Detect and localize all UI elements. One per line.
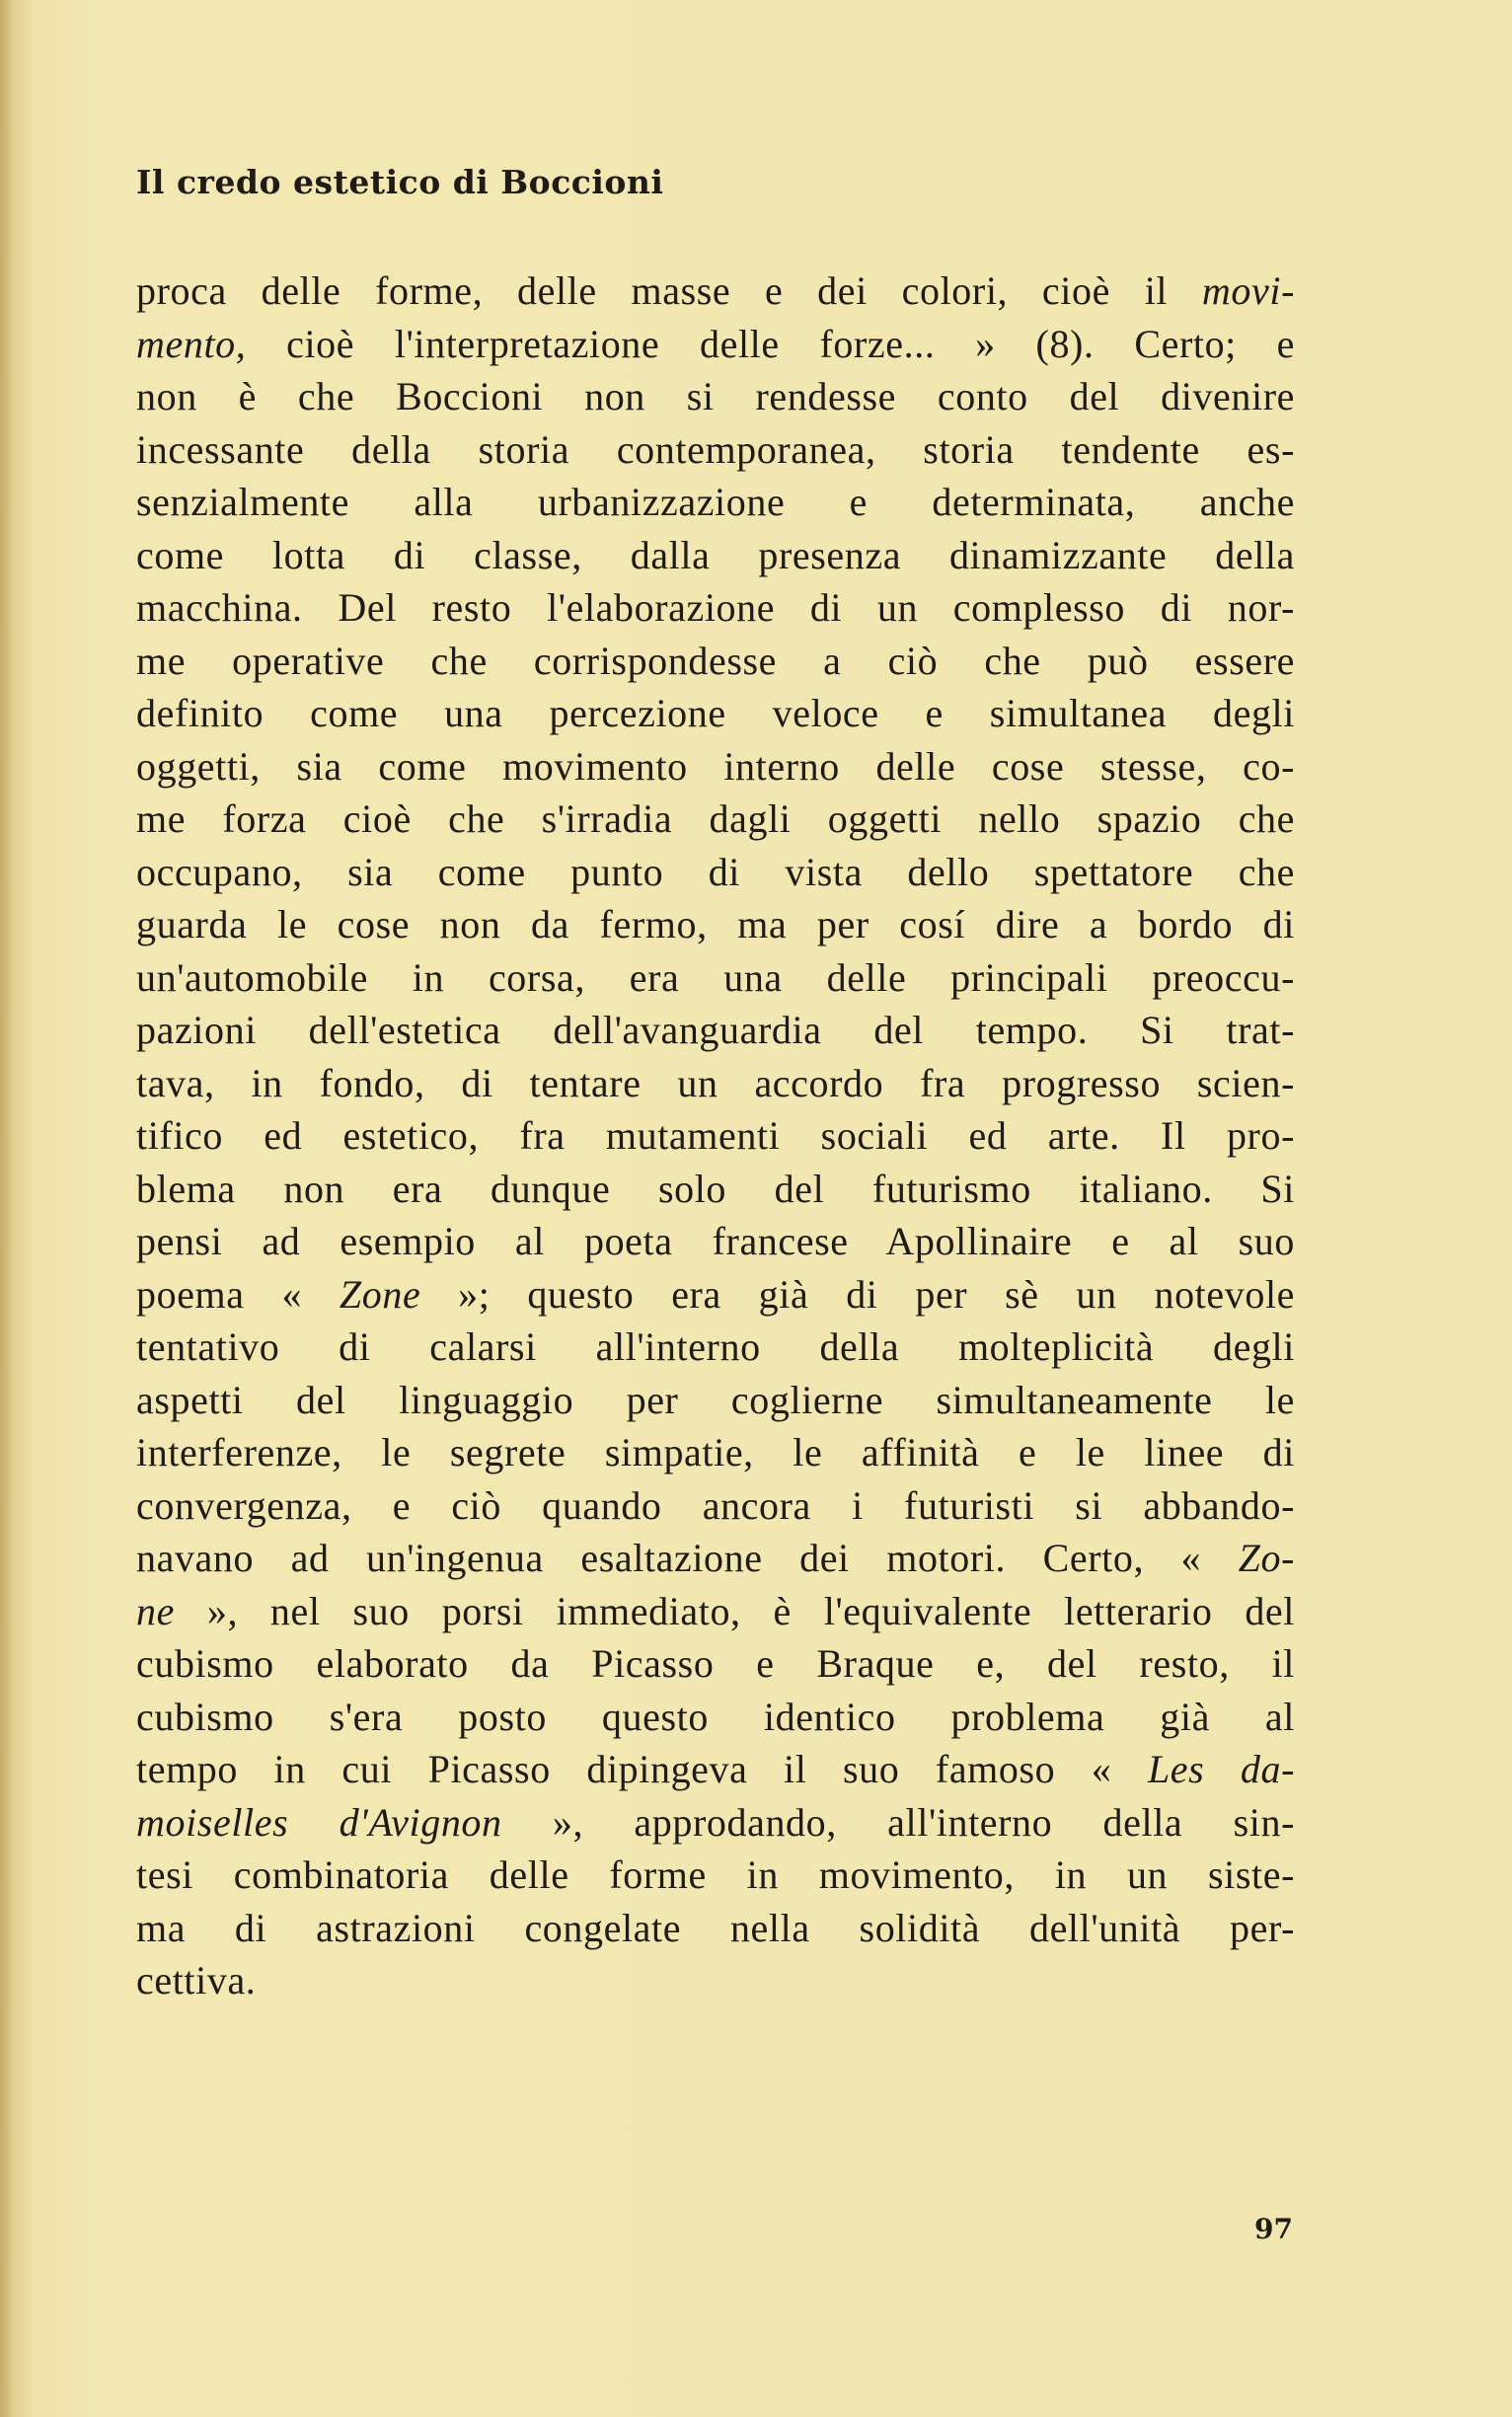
text-run: proca delle forme, delle masse e dei colori, cioè il	[136, 268, 1202, 313]
text-run: incessante della storia contemporanea, storia tendente es-	[136, 426, 1295, 472]
text-run: navano ad un'ingenua esaltazione dei motori. Certo, «	[136, 1536, 1239, 1580]
text-line	[136, 581, 1295, 635]
body-paragraph	[136, 264, 1295, 2007]
text-line	[136, 1109, 1295, 1163]
italic-text: ne	[136, 1588, 175, 1633]
text-run: interferenze, le segrete simpatie, le affinità e le linee di	[136, 1430, 1295, 1474]
text-line	[136, 898, 1295, 951]
text-line	[136, 1849, 1295, 1902]
text-line	[136, 846, 1295, 899]
text-run: tesi combinatoria delle forme in movimento, in un siste-	[136, 1852, 1295, 1897]
text-line	[136, 318, 1295, 371]
text-run: ma di astrazioni congelate nella solidità dell'unità per-	[136, 1905, 1295, 1950]
text-run: pazioni dell'estetica dell'avanguardia del tempo. Si trat-	[136, 1008, 1295, 1052]
text-line	[136, 1321, 1295, 1374]
text-line	[136, 951, 1295, 1005]
text-run: senzialmente alla urbanizzazione e determinata, anche	[136, 480, 1295, 524]
text-line	[136, 1004, 1295, 1057]
text-line	[136, 635, 1295, 688]
text-line	[136, 1532, 1295, 1585]
text-line	[136, 1954, 1295, 2007]
italic-text: Les da-	[1147, 1747, 1295, 1791]
text-run: », nel suo porsi immediato, è l'equivalente letterario del	[174, 1588, 1295, 1633]
text-line	[136, 1057, 1295, 1110]
text-run: un'automobile in corsa, era una delle principali preoccu-	[136, 954, 1295, 1000]
page-number: 97	[1254, 2213, 1293, 2245]
text-run: tentativo di calarsi all'interno della molteplicità degli	[136, 1324, 1295, 1369]
text-line	[136, 1215, 1295, 1268]
italic-text: Zone	[339, 1271, 421, 1317]
text-line	[136, 1796, 1295, 1850]
text-line	[136, 1691, 1295, 1744]
text-run: me operative che corrispondesse a ciò che può essere	[136, 638, 1295, 683]
text-run: tava, in fondo, di tentare un accordo fra progresso scien-	[136, 1060, 1295, 1105]
text-run: guarda le cose non da fermo, ma per cosí dire a bordo di	[136, 902, 1295, 946]
text-line	[136, 1426, 1295, 1479]
italic-text: moiselles d'Avignon	[136, 1799, 502, 1845]
text-line	[136, 1268, 1295, 1322]
text-run: tempo in cui Picasso dipingeva il suo famoso «	[136, 1747, 1148, 1791]
text-line	[136, 687, 1295, 740]
text-run: tifico ed estetico, fra mutamenti sociali ed arte. Il pro-	[136, 1113, 1295, 1158]
text-line	[136, 740, 1295, 793]
text-line	[136, 370, 1295, 423]
text-line	[136, 1374, 1295, 1427]
text-run: come lotta di classe, dalla presenza dinamizzante della	[136, 532, 1295, 577]
text-run: pensi ad esempio al poeta francese Apollinaire e al suo	[136, 1219, 1295, 1263]
text-run: convergenza, e ciò quando ancora i futuristi si abbando-	[136, 1482, 1295, 1528]
text-run: aspetti del linguaggio per coglierne simultaneamente le	[136, 1377, 1295, 1422]
italic-text: Zo-	[1238, 1536, 1295, 1580]
text-run: oggetti, sia come movimento interno delle cose stesse, co-	[136, 743, 1295, 789]
italic-text: movi-	[1201, 268, 1295, 313]
text-run: cubismo elaborato da Picasso e Braque e, del resto, il	[136, 1641, 1295, 1686]
text-line	[136, 1585, 1295, 1638]
text-line	[136, 476, 1295, 529]
text-run: »; questo era già di per sè un notevole	[420, 1271, 1296, 1317]
text-run: non è che Boccioni non si rendesse conto del divenire	[136, 374, 1295, 418]
text-run: macchina. Del resto l'elaborazione di un complesso di nor-	[136, 585, 1295, 630]
text-line	[136, 264, 1295, 318]
text-run: me forza cioè che s'irradia dagli oggetti nello spazio che	[136, 796, 1295, 841]
text-run: cioè l'interpretazione delle forze... » (8). Certo; e	[246, 321, 1295, 366]
text-line	[136, 1163, 1295, 1216]
italic-text: mento,	[136, 321, 247, 366]
text-run: cubismo s'era posto questo identico problema già al	[136, 1694, 1295, 1739]
running-title: Il credo estetico di Boccioni	[136, 163, 664, 201]
text-line	[136, 1637, 1295, 1691]
text-run: occupano, sia come punto di vista dello spettatore che	[136, 849, 1295, 894]
text-line	[136, 423, 1295, 477]
text-run: blema non era dunque solo del futurismo italiano. Si	[136, 1166, 1295, 1211]
text-line	[136, 529, 1295, 582]
text-run: », approdando, all'interno della sin-	[501, 1799, 1295, 1845]
text-line	[136, 1902, 1295, 1955]
text-run: definito come una percezione veloce e simultanea degli	[136, 691, 1295, 735]
text-line	[136, 793, 1295, 846]
text-line	[136, 1743, 1295, 1796]
text-run: cettiva.	[136, 1958, 257, 2002]
text-run: poema «	[136, 1271, 340, 1317]
text-line	[136, 1479, 1295, 1533]
